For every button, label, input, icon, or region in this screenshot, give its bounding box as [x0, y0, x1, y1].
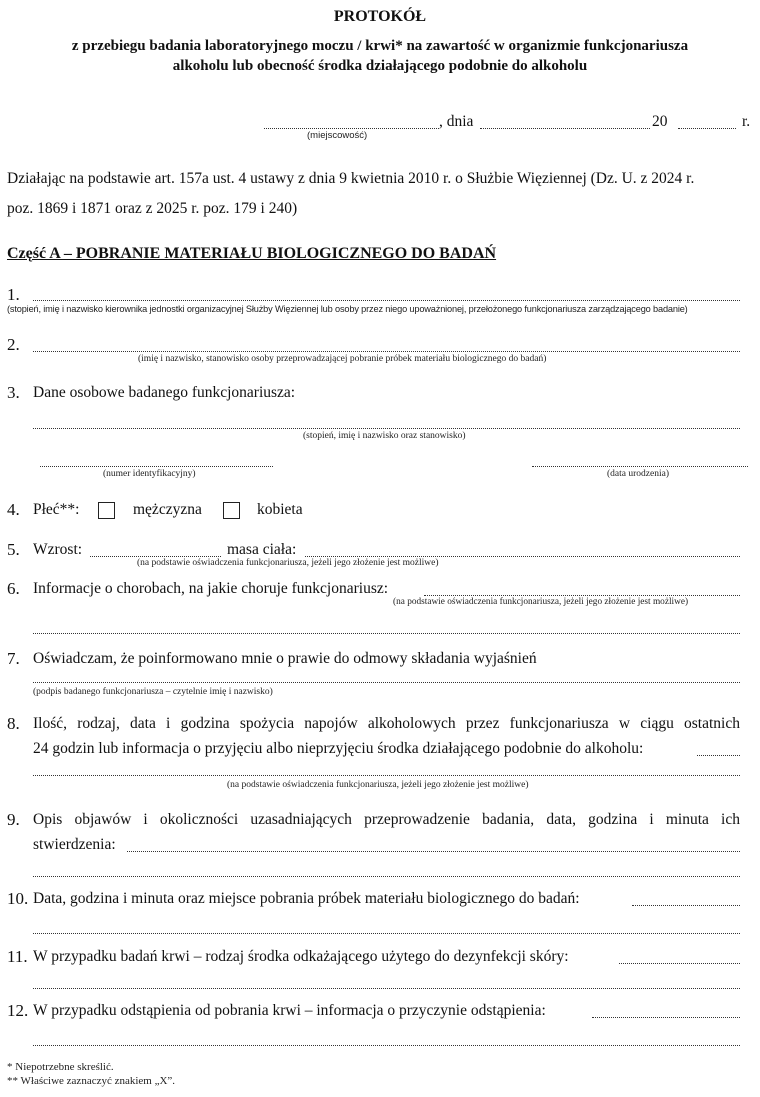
- item-6-field-1[interactable]: [424, 595, 740, 596]
- checkbox-male[interactable]: [98, 502, 115, 519]
- document-title: PROTOKÓŁ: [333, 8, 427, 25]
- item-9-line-1: Opis objawów i okoliczności uzasadniających przeprowadzenie badania, data, godzina i minuta ich: [33, 811, 740, 828]
- item-11-number: 11.: [7, 947, 28, 966]
- weight-field[interactable]: [305, 556, 740, 557]
- item-8-caption: (na podstawie oświadczenia funkcjonariusza, jeżeli jego złożenie jest możliwe): [227, 780, 529, 790]
- item-3-id-caption: (numer identyfikacyjny): [103, 469, 196, 479]
- item-4-label: Płeć**:: [33, 501, 80, 518]
- item-12-label: W przypadku odstąpienia od pobrania krwi – informacja o przyczynie odstąpienia:: [33, 1002, 546, 1019]
- document-subtitle-line-1: z przebiegu badania laboratoryjnego moczu / krwi* na zawartość w organizmie funkcjonariusza: [71, 38, 689, 54]
- place-caption: (miejscowość): [307, 130, 368, 141]
- item-10-field-2[interactable]: [33, 933, 740, 934]
- option-female-label: kobieta: [257, 501, 303, 518]
- item-3-dob-caption: (data urodzenia): [607, 469, 669, 479]
- item-5-caption: (na podstawie oświadczenia funkcjonariusza, jeżeli jego złożenie jest możliwe): [137, 558, 439, 568]
- item-5-number: 5.: [7, 540, 20, 559]
- item-8-line-1: Ilość, rodzaj, data i godzina spożycia napojów alkoholowych przez funkcjonariusza w ciągu ostatnich: [33, 715, 740, 732]
- item-1-number: 1.: [7, 285, 20, 304]
- item-1-caption: (stopień, imię i nazwisko kierownika jednostki organizacyjnej Służby Więziennej lub osoby przez niego upoważnionej, przełożonego funkcjonariusza zarządzającego badanie): [7, 304, 688, 314]
- item-3-label: Dane osobowe badanego funkcjonariusza:: [33, 384, 296, 401]
- item-7-caption: (podpis badanego funkcjonariusza – czytelnie imię i nazwisko): [33, 687, 273, 697]
- item-7-number: 7.: [7, 649, 20, 668]
- option-male-label: mężczyzna: [133, 501, 202, 518]
- item-2-caption: (imię i nazwisko, stanowisko osoby przeprowadzającej pobranie próbek materiału biologicznego do badań): [138, 354, 547, 364]
- item-10-label: Data, godzina i minuta oraz miejsce pobrania próbek materiału biologicznego do badań:: [33, 890, 580, 907]
- dnia-label: , dnia: [439, 113, 474, 130]
- item-9-number: 9.: [7, 810, 20, 829]
- item-9-field-2[interactable]: [33, 876, 740, 877]
- footnote-2: ** Właściwe zaznaczyć znakiem „X”.: [7, 1075, 176, 1087]
- section-a-heading: Część A – POBRANIE MATERIAŁU BIOLOGICZNEGO DO BADAŃ: [7, 245, 497, 262]
- item-2-number: 2.: [7, 335, 20, 354]
- item-1-field[interactable]: [33, 300, 740, 301]
- item-3-number: 3.: [7, 383, 20, 402]
- item-11-field-2[interactable]: [33, 988, 740, 989]
- item-12-field-1[interactable]: [592, 1017, 740, 1018]
- item-8-number: 8.: [7, 714, 20, 733]
- item-3-id-field[interactable]: [40, 466, 273, 467]
- item-5-weight-label: masa ciała:: [227, 541, 297, 558]
- item-5-height-label: Wzrost:: [33, 541, 83, 558]
- item-6-number: 6.: [7, 579, 20, 598]
- item-8-field-1[interactable]: [697, 755, 740, 756]
- item-4-number: 4.: [7, 500, 20, 519]
- item-2-field[interactable]: [33, 351, 740, 352]
- item-12-field-2[interactable]: [33, 1045, 740, 1046]
- footnote-1: * Niepotrzebne skreślić.: [7, 1061, 114, 1073]
- year-suffix: r.: [742, 113, 751, 130]
- item-9-line-2: stwierdzenia:: [33, 836, 116, 853]
- item-11-field-1[interactable]: [619, 963, 740, 964]
- item-11-label: W przypadku badań krwi – rodzaj środka odkażającego użytego do dezynfekcji skóry:: [33, 948, 569, 965]
- item-3-name-field[interactable]: [33, 428, 740, 429]
- year-prefix: 20: [652, 113, 668, 130]
- item-7-label: Oświadczam, że poinformowano mnie o prawie do odmowy składania wyjaśnień: [33, 650, 537, 667]
- item-9-field-1[interactable]: [127, 851, 740, 852]
- checkbox-female[interactable]: [223, 502, 240, 519]
- item-12-number: 12.: [7, 1001, 29, 1020]
- item-6-caption: (na podstawie oświadczenia funkcjonariusza, jeżeli jego złożenie jest możliwe): [393, 597, 689, 607]
- item-10-number: 10.: [7, 889, 29, 908]
- height-field[interactable]: [90, 556, 221, 557]
- item-8-line-2: 24 godzin lub informacja o przyjęciu albo nieprzyjęciu środka działającego podobnie do alkoholu:: [33, 740, 644, 757]
- item-3-dob-field[interactable]: [532, 466, 748, 467]
- item-3-name-caption: (stopień, imię i nazwisko oraz stanowisko): [303, 431, 466, 441]
- item-6-label: Informacje o chorobach, na jakie choruje funkcjonariusz:: [33, 580, 389, 597]
- place-field[interactable]: [264, 128, 439, 129]
- item-7-signature-field[interactable]: [33, 682, 740, 683]
- year-field[interactable]: [678, 128, 736, 129]
- item-10-field-1[interactable]: [632, 905, 740, 906]
- item-6-field-2[interactable]: [33, 633, 740, 634]
- date-field[interactable]: [480, 128, 650, 129]
- document-subtitle-line-2: alkoholu lub obecność środka działającego podobnie do alkoholu: [172, 58, 588, 74]
- legal-basis-line-2: poz. 1869 i 1871 oraz z 2025 r. poz. 179 i 240): [7, 200, 298, 217]
- legal-basis-line-1: Działając na podstawie art. 157a ust. 4 ustawy z dnia 9 kwietnia 2010 r. o Służbie Więziennej (Dz. U. z 2024 r.: [7, 170, 695, 187]
- item-8-field-2[interactable]: [33, 775, 740, 776]
